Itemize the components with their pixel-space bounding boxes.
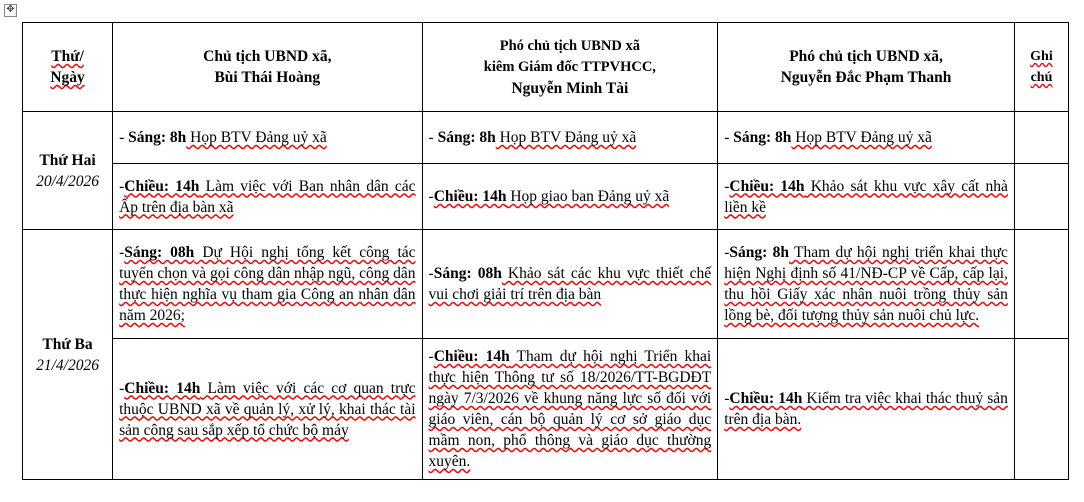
schedule-entry	[422, 164, 718, 230]
schedule-entry	[718, 164, 1015, 230]
entry-text: Họp BTV Đảng uỷ xã	[186, 129, 327, 146]
schedule-entry	[422, 230, 718, 339]
entry-text: Làm việc với Ban nhân dân các Ấp trên địa bàn xã	[119, 177, 416, 216]
header-notes-line-2: chú	[1030, 70, 1053, 85]
day-date: 20/4/2026	[36, 172, 99, 190]
schedule-entry	[718, 112, 1015, 164]
entry-text: Dự Hội nghị tổng kết công tác tuyển chọn và gọi công dân nhập ngũ, công dân thực hiện nghĩa vụ tham gia Công an nhân dân năm 2026;	[119, 244, 416, 324]
entry-time: Chiều: 14h	[729, 390, 803, 407]
entry-prefix: -	[724, 129, 734, 146]
header-day	[23, 23, 113, 112]
header-day-line-1: Thứ/	[51, 48, 84, 65]
header-vice1-name: Nguyễn Minh Tài	[511, 79, 629, 97]
day-cell-tuesday	[23, 230, 113, 480]
day-cell-monday	[23, 112, 113, 230]
entry-prefix: -	[119, 379, 125, 397]
header-day-line-2: Ngày	[50, 69, 85, 86]
entry-text: Họp giao ban Đảng uỷ xã	[506, 188, 670, 205]
schedule-entry	[113, 164, 422, 230]
entry-text: Khảo sát khu vực xây cất nhà liền kề	[724, 177, 1008, 216]
schedule-entry	[718, 230, 1015, 339]
entry-prefix: -	[119, 244, 125, 261]
entry-text: Kiểm tra việc khai thác thuỷ sản trên địa bàn.	[724, 390, 1008, 428]
entry-prefix: -	[119, 177, 125, 195]
entry-time: Chiều: 14h	[433, 188, 507, 205]
header-notes	[1014, 23, 1068, 112]
day-name: Thứ Hai	[39, 151, 96, 169]
header-chairman-name: Bùi Thái Hoàng	[214, 69, 321, 86]
tuesday-afternoon-row	[23, 339, 1069, 480]
header-row	[23, 23, 1069, 112]
notes-cell	[1014, 230, 1068, 339]
entry-prefix: -	[428, 188, 434, 205]
header-vice-chairman-1	[422, 23, 718, 112]
monday-afternoon-row	[23, 164, 1069, 230]
header-chairman-title: Chủ tịch UBND xã,	[203, 48, 332, 65]
entry-prefix: -	[119, 129, 129, 146]
table-move-handle-icon[interactable]: ✥	[4, 4, 17, 17]
notes-cell	[1014, 112, 1068, 164]
header-vice1-title: Phó chủ tịch UBND xã	[499, 37, 640, 54]
entry-text: Họp BTV Đảng uỷ xã	[791, 129, 932, 146]
entry-time: Sáng: 8h	[128, 129, 187, 146]
schedule-entry	[718, 339, 1015, 480]
schedule-entry	[113, 339, 422, 480]
header-notes-line-1: Ghi	[1030, 49, 1053, 64]
header-vice-chairman-2	[718, 23, 1015, 112]
entry-prefix: -	[724, 244, 730, 261]
entry-time: Sáng: 8h	[733, 129, 792, 146]
entry-time: Sáng: 8h	[729, 244, 789, 261]
notes-cell	[1014, 339, 1068, 480]
monday-morning-row	[23, 112, 1069, 164]
tuesday-morning-row	[23, 230, 1069, 339]
entry-prefix: -	[428, 265, 434, 282]
notes-cell	[1014, 164, 1068, 230]
entry-time: Chiều: 14h	[433, 348, 510, 365]
entry-prefix: -	[724, 390, 730, 407]
entry-time: Sáng: 08h	[124, 244, 195, 261]
entry-time: Chiều: 14h	[124, 379, 201, 397]
weekly-schedule-table	[22, 22, 1069, 480]
entry-prefix: -	[724, 177, 730, 195]
entry-text: Tham dự hội nghị triển khai thực hiện Nghị định số 41/NĐ-CP về Cấp, cấp lại, thu hồi Giấy xác nhân nuôi trồng thủy sản lồng bè, đối tượng thủy sản nuôi chủ lực.	[724, 244, 1008, 324]
header-vice2-title: Phó chủ tịch UBND xã,	[789, 48, 943, 65]
schedule-entry	[113, 112, 422, 164]
entry-prefix: -	[428, 129, 438, 146]
entry-text: Làm việc với các cơ quan trực thuộc UBND xã về quản lý, xử lý, khai thác tài sản công sau sắp xếp tổ chức bộ máy	[119, 379, 416, 439]
entry-text: Khảo sát các khu vực thiết chế vui chơi giải trí trên địa bàn	[428, 265, 712, 303]
entry-prefix: -	[428, 348, 434, 365]
header-chairman	[113, 23, 422, 112]
entry-time: Chiều: 14h	[124, 177, 200, 195]
header-vice2-name: Nguyễn Đắc Phạm Thanh	[780, 69, 952, 86]
entry-text: Tham dự hội nghị Triển khai thực hiện Thông tư số 18/2026/TT-BGDĐT ngày 7/3/2026 về khung năng lực số đối với giáo viên, cán bộ quản lý cơ sở giáo dục mầm non, phổ thông và giáo dục thường xuyên.	[428, 348, 712, 470]
schedule-entry	[113, 230, 422, 339]
entry-time: Sáng: 8h	[437, 129, 496, 146]
entry-time: Chiều: 14h	[729, 177, 805, 195]
schedule-entry	[422, 339, 718, 480]
header-vice1-role: kiêm Giám đốc TTPVHCC,	[483, 58, 656, 75]
day-name: Thứ Ba	[42, 335, 93, 353]
entry-time: Sáng: 08h	[433, 265, 502, 282]
day-date: 21/4/2026	[36, 356, 99, 374]
entry-text: Họp BTV Đảng uỷ xã	[495, 129, 637, 146]
schedule-entry	[422, 112, 718, 164]
